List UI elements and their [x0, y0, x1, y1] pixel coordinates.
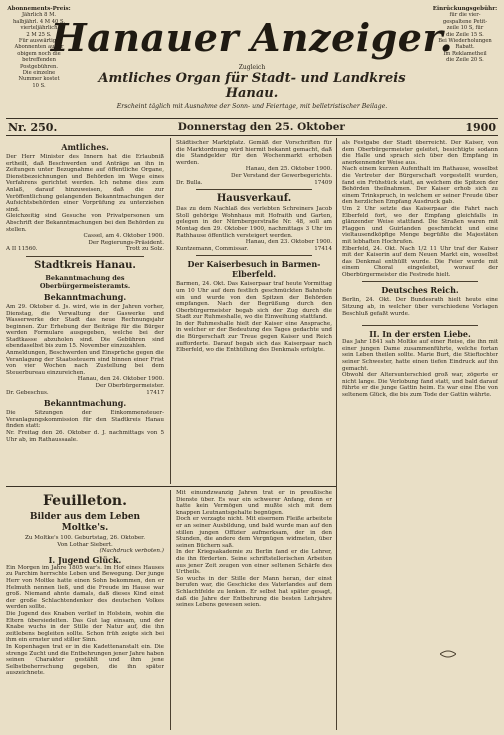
- paragraph: Anmeldungen, Beschwerden und Einsprüche gegen die Veranlagung der Staatssteuern sind binnen einer Frist von vier Wochen nach Zustellung bei dem Steuerbureau einzureichen.: [6, 350, 164, 376]
- advert-price-line: Bei Wiederholungen: [438, 38, 492, 45]
- signature-name: Dr. Bulla.: [176, 179, 203, 186]
- paragraph: Doch er verzagte nicht. Mit eisernem Fleiße arbeitete er an seiner Ausbildung, und bald wurde man auf den stillen jungen Offizier aufmerksam, der in den Stunden, die andere dem Vergnügen widmeten, über seinen Büchern saß.: [176, 516, 332, 549]
- feuilleton-section-title: I. Jugend Glück.: [48, 554, 122, 565]
- zugleich-label: Zugleich: [238, 64, 266, 71]
- reprint-note: (Nachdruck verboten.): [99, 548, 164, 555]
- column-notices: [176, 140, 332, 484]
- column-rule: [170, 138, 171, 484]
- feuilleton-title: Feuilleton.: [43, 493, 127, 509]
- advert-price-line: Im Reklametheil: [443, 50, 487, 57]
- paragraph: Der Herr Minister des Innern hat die Erlaubniß ertheilt, daß Beschwerden und Anträge an ihn in Zeitungen unter Bezugnahme auf öffentliche Organe, Dienstbezeichnungen und Behörden im Wege eines Verfahrens gerichtet werden. Ich nehme dies zum Anlaß, darauf hinzuweisen, daß die zur Veröffentlichung gelangenden Bekanntmachungen der Aufsichtsbehörden einer Vorprüfung zu unterziehen sind.: [6, 154, 164, 213]
- column-rule: [336, 138, 337, 730]
- paragraph: Obwohl der Altersunterschied groß war, zögerte er nicht lange. Die Verlobung fand statt, und bald darauf führte er die junge Gattin heim. Es war eine Ehe von seltenem Glück, die bis zum Tode der Gattin währte.: [342, 372, 498, 398]
- paragraph: Am 29. Oktober d. Js. wird, wie in der Jahren vorher, Dienstag, die Verwaltung der Gaswerke und Wasserwerke der Stadt das neue Rechnungsjahr beginnen. Zur Erhebung der Beiträge für die Bürger werden Formulare ausgegeben, welche bei der Stadtkasse abzuholen sind. Die Gebühren sind ebendaselbst bis zum 15. November einzuzahlen.: [6, 303, 164, 350]
- paragraph: Die Jugend des Knaben verlief in Holstein, wohin die Eltern übersiedelten. Das Gut lag einsam, und der Knabe wuchs in der Stille der Natur auf, die ihn zeitlebens begleiten sollte. Schon früh zeigte sich bei ihm ein ernster und stiller Sinn.: [6, 610, 164, 644]
- signature-name: Trott zu Solz.: [125, 246, 164, 253]
- story-title: Bilder aus dem Leben Moltke's.: [29, 512, 141, 533]
- signature: Hanau, den 24. Oktober 1900.: [77, 376, 164, 383]
- story-subtitle: Zu Moltke's 100. Geburtstag, 26. Oktober.: [25, 535, 145, 541]
- paragraph: als Festgabe der Stadt überreicht. Der Kaiser, von dem Oberbürgermeister geleitet, besichtigte sodann die Halle und sprach sich über den Empfang in anerkennender Weise aus.: [342, 140, 498, 166]
- column-news: [342, 140, 498, 730]
- section-heading: Hausverkauf.: [216, 193, 292, 205]
- paragraph: Berlin, 24. Okt. Der Bundesrath hielt heute eine Sitzung ab, in welcher über verschiedene Vorlagen Beschluß gefaßt wurde.: [342, 297, 498, 317]
- subscription-line: Abonnenten außer: [14, 44, 64, 51]
- issue-date-bar: [6, 118, 498, 136]
- reference-number: A II 11560.: [6, 246, 38, 253]
- feuilleton-rule: [6, 486, 336, 487]
- reference-number: 17414: [314, 245, 332, 252]
- signature: Der Oberbürgermeister.: [95, 383, 164, 390]
- signature: Hanau, den 23. Oktober 1900.: [245, 239, 332, 246]
- paragraph: Gleichzeitig sind Gesuche von Privatpersonen um Abschrift der Bekanntmachungen bei den Behörden zu stellen.: [6, 213, 164, 233]
- signature-name: Dr. Gebeschus.: [6, 389, 49, 396]
- signature-name: Kuntzemann, Commissar.: [176, 245, 249, 252]
- advert-price-line: die Zeile 20 S.: [446, 57, 484, 64]
- paragraph: Barmen, 24. Okt. Das Kaiserpaar traf heute Vormittag um 10 Uhr auf dem festlich geschmückten Bahnhofe ein und wurde von den Spitzen der Behörden empfangen. Nach der Begrüßung durch den Oberbürgermeister begab sich der Zug durch die Stadt zur Ruhmeshalle, wo die Einweihung stattfand.: [176, 281, 332, 321]
- column-rule: [170, 490, 171, 730]
- issue-year: 1900: [465, 120, 496, 134]
- reference-number: 17409: [314, 179, 332, 186]
- advert-price-line: Rabatt.: [455, 44, 475, 51]
- paragraph: Elberfeld, 24. Okt. Nach 1/2 11 Uhr traf der Kaiser mit der Kaiserin auf dem Neuen Markt ein, woselbst das Denkmal enthüllt wurde. Die Feier wurde mit einem Choral eingeleitet, worauf der Oberbürgermeister die Festrede hielt.: [342, 245, 498, 278]
- reference-number: 17417: [146, 389, 164, 396]
- feuilleton-column-2: [176, 490, 332, 730]
- paragraph: Das Jahr 1841 sah Moltke auf einer Reise, die ihn mit einer jungen Dame zusammenführte, welche fortan sein Leben theilen sollte. Marie Burt, die Stieftochter seiner Schwester, hatte einen tiefen Eindruck auf ihn gemacht.: [342, 339, 498, 372]
- masthead-title-left: Hanauer: [50, 14, 239, 60]
- subscription-line: 2 M 25 S.: [26, 31, 52, 38]
- masthead-title-right: Anzeiger.: [250, 14, 454, 60]
- subheading: Bekanntmachung des Oberbürgermeisteramts.: [39, 273, 131, 290]
- paragraph: Das zu dem Nachlaß des verlebten Schreiners Jacob Stoll gehörige Wohnhaus mit Hofraith und Garten, gelegen in der Nürnbergerstraße Nr. 48, soll am Montag den 29. Oktober 1900, nachmittags 3 Uhr im Rathhause öffentlich versteigert werden.: [176, 206, 332, 239]
- paragraph: Städtischer Marktplatz. Gemäß der Vorschriften für die Marktordnung wird hiermit bekannt gemacht, daß die Standgelder für den Wochenmarkt erhoben werden.: [176, 140, 332, 166]
- subscription-title: Abonnements-Preis:: [7, 6, 71, 12]
- subscription-line: Nummer kostet: [18, 76, 60, 83]
- subscription-line: betreffenden: [22, 57, 56, 64]
- masthead-subtitle: Amtliches Organ für Stadt- und Landkreis Hanau.: [98, 71, 406, 101]
- paragraph: In Kopenhagen trat er in die Kadettenanstalt ein. Die strenge Zucht und die Entbehrungen jener Jahre haben seinen Charakter gestählt und ihm jene Selbstbeherrschung gegeben, die ihn später auszeichnete.: [6, 643, 164, 677]
- advert-price-line: für die vier-: [449, 12, 481, 19]
- paragraph: Mit einundzwanzig Jahren trat er in preußische Dienste über. Es war ein schwerer Anfang, denn er hatte kein Vermögen und mußte sich mit dem knappen Leutnantsgehalte begnügen.: [176, 490, 332, 516]
- subscription-line: Jährlich 8 M.: [21, 12, 57, 19]
- advert-price-title: Einrückungsgebühr:: [432, 6, 498, 12]
- signature: Der Regierungs-Präsident.: [88, 239, 164, 246]
- subheading: Bekanntmachung.: [43, 291, 127, 302]
- masthead-subline: Erscheint täglich mit Ausnahme der Sonn- und Feiertage, mit belletristischer Beilage.: [116, 103, 388, 110]
- paragraph: In der Kriegsakademie zu Berlin fand er die Lehrer, die ihn förderten. Seine schriftstellerischen Arbeiten aus jener Zeit zeugen von einer seltenen Schärfe des Urtheils.: [176, 549, 332, 576]
- subscription-line: vierteljährlich: [20, 25, 58, 32]
- paragraph: Die Sitzungen der Einkommensteuer-Veranlagungskommission für den Stadtkreis Hanau finden statt:: [6, 410, 164, 430]
- subheading: Bekanntmachung.: [43, 398, 127, 409]
- section-heading: Der Kaiserbesuch in Barmen-Elberfeld.: [187, 259, 321, 280]
- paragraph: Ein Morgen im Jahre 1805 war's. Im Hof eines Hauses zu Parchim herrschte Leben und Bewegung. Der junge Herr von Moltke hatte einen Sohn bekommen, den er Helmuth nennen ließ, und die Freude im Hause war groß. Niemand ahnte damals, daß dieses Kind einst der große Schlachtendenker des deutschen Volkes werden sollte.: [6, 564, 164, 611]
- masthead: [50, 6, 454, 114]
- subscription-line: 10 S.: [32, 82, 46, 89]
- signature: Hanau, den 25. Oktober 1900.: [245, 166, 332, 173]
- advert-price-line: die Zeile 15 S.: [446, 31, 484, 38]
- paragraph: Nr. Freitag den 26. Oktober d. J. nachmittags von 5 Uhr ab, im Rathaussaale.: [6, 430, 164, 443]
- feuilleton-section-title: II. In der ersten Liebe.: [369, 329, 471, 340]
- issue-number: Nr. 250.: [8, 120, 58, 134]
- issue-date: Donnerstag den 25. Oktober: [177, 121, 345, 133]
- subscription-line: Die einzelne: [22, 70, 56, 77]
- signature: Der Verstand der Gewerbegerichts.: [231, 172, 332, 179]
- paragraph: Nach einem kurzen Aufenthalt im Rathause, woselbst die Vertreter der Bürgerschaft vorgestellt wurden, fand ein Frühstück statt, an welchem die Spitzen der Behörden theilnahmen. Der Kaiser erhob sich zu einem Trinkspruch, in welchem er seiner Freude über den herzlichen Empfang Ausdruck gab.: [342, 166, 498, 206]
- subscription-line: Postgebühren.: [19, 63, 59, 70]
- subscription-line: halbjährl. 4 M 40 S.: [12, 18, 66, 25]
- subscription-line: obigem noch die: [17, 50, 61, 57]
- ornament-icon: [440, 648, 456, 660]
- paragraph: So wuchs in der Stille der Mann heran, der einst berufen war, die Geschicke des Vaterlandes auf dem Schlachtfelde zu lenken. Er selbst hat später gesagt, daß die Jahre der Entbehrung die besten Lehrjahre seines Lebens gewesen seien.: [176, 575, 332, 609]
- section-heading: Amtliches.: [61, 142, 109, 152]
- advert-price-line: gespaltene Petit-: [442, 18, 488, 25]
- feuilleton-column-1: [6, 490, 164, 730]
- advert-price-line: zeile 10 S, für: [446, 25, 484, 32]
- paragraph: Um 2 Uhr setzte das Kaiserpaar die Fahrt nach Elberfeld fort, wo der Empfang gleichfalls in glänzender Weise stattfand. Die Straßen waren mit Flaggen und Guirlanden geschmückt und eine vieltausendköpfige Menge begrüßte die Majestäten mit lebhaften Hochrufen.: [342, 205, 498, 245]
- section-heading: Stadtkreis Hanau.: [34, 259, 136, 271]
- section-heading: Deutsches Reich.: [381, 285, 459, 296]
- paragraph: In der Ruhmeshalle hielt der Kaiser eine Ansprache, in welcher er der Bedeutung des Tages gedachte und die Bürgerschaft zur Treue gegen Kaiser und Reich aufforderte. Darauf begab sich das Kaiserpaar nach Elberfeld, wo die Enthüllung des Denkmals erfolgte.: [176, 320, 332, 354]
- column-official: [6, 140, 164, 484]
- signature: Cassel, am 4. Oktober 1900.: [83, 233, 164, 240]
- subscription-line: Für auswärtige: [18, 38, 60, 45]
- story-author: Von Lothar Siebert.: [57, 541, 113, 548]
